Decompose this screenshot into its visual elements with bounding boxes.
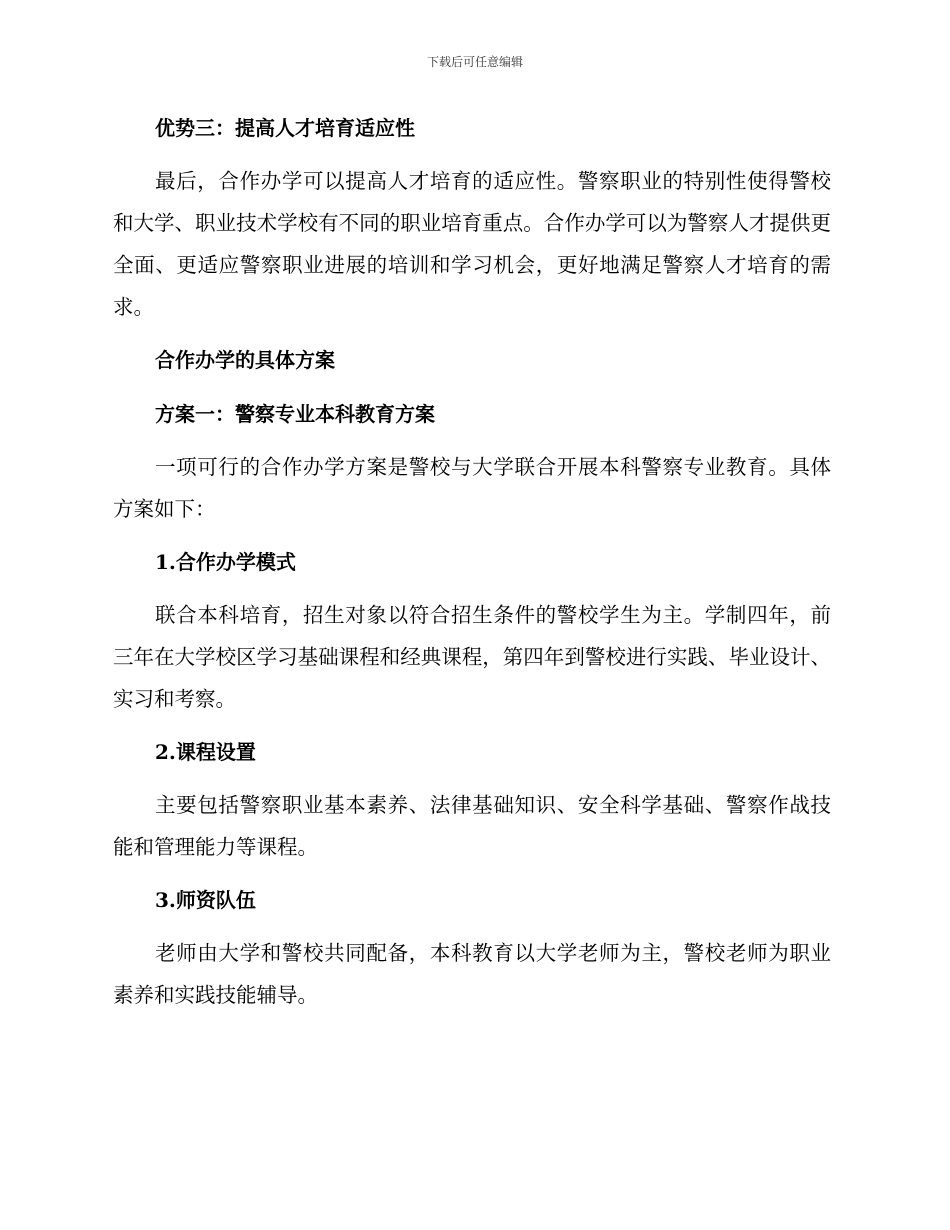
faculty-heading: 3.师资队伍 (155, 888, 256, 912)
plans-heading: 合作办学的具体方案 (155, 348, 335, 372)
advantage-3-heading: 优势三：提高人才培育适应性 (155, 116, 415, 140)
mode-heading: 1.合作办学模式 (155, 550, 296, 574)
courses-paragraph: 主要包括警察职业基本素养、法律基础知识、安全科学基础、警察作战技能和管理能力等课程。 (113, 793, 831, 859)
plan-1-intro-paragraph: 一项可行的合作办学方案是警校与大学联合开展本科警察专业教育。具体方案如下： (113, 455, 831, 521)
courses-heading: 2.课程设置 (155, 740, 256, 764)
plan-1-heading: 方案一：警察专业本科教育方案 (155, 402, 435, 426)
document-body (113, 108, 831, 1016)
mode-paragraph: 联合本科培育，招生对象以符合招生条件的警校学生为主。学制四年，前三年在大学校区学习基础课程和经典课程，第四年到警校进行实践、毕业设计、实习和考察。 (113, 603, 831, 711)
page-header: 下载后可任意编辑 (426, 55, 523, 69)
faculty-paragraph: 老师由大学和警校共同配备，本科教育以大学老师为主，警校老师为职业素养和实践技能辅导。 (113, 941, 831, 1007)
advantage-3-paragraph: 最后，合作办学可以提高人才培育的适应性。警察职业的特别性使得警校和大学、职业技术学校有不同的职业培育重点。合作办学可以为警察人才提供更全面、更适应警察职业进展的培训和学习机会，更好地满足警察人才培育的需求。 (113, 169, 831, 319)
